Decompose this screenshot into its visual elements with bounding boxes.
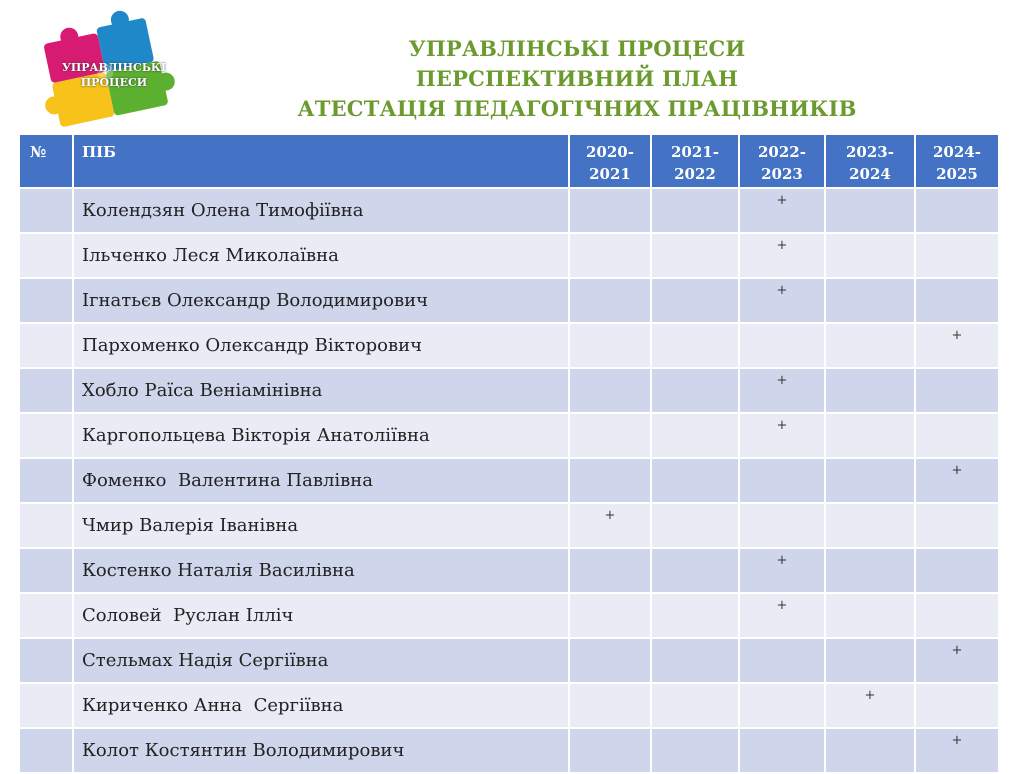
mark-2021-2022 — [651, 503, 739, 548]
row-name: Пархоменко Олександр Вікторович — [73, 323, 569, 368]
mark-2023-2024: + — [825, 683, 915, 728]
table-row — [19, 548, 999, 593]
row-number — [19, 638, 73, 683]
mark-2024-2025 — [915, 593, 999, 638]
mark-2022-2023: + — [739, 188, 825, 233]
mark-2023-2024 — [825, 593, 915, 638]
mark-2021-2022 — [651, 323, 739, 368]
table-row — [19, 728, 999, 773]
mark-2021-2022 — [651, 188, 739, 233]
row-name: Соловей Руслан Ілліч — [73, 593, 569, 638]
table-row — [19, 368, 999, 413]
title-line-1: УПРАВЛІНСЬКІ ПРОЦЕСИ — [408, 36, 746, 61]
mark-2023-2024 — [825, 728, 915, 773]
attestation-table — [18, 133, 1000, 774]
logo-line-1: УПРАВЛІНСЬКІ — [61, 61, 167, 74]
mark-2023-2024 — [825, 233, 915, 278]
mark-2023-2024 — [825, 368, 915, 413]
header-year-2021-b: 2022 — [674, 165, 716, 183]
title-line-2: ПЕРСПЕКТИВНИЙ ПЛАН — [415, 66, 739, 91]
table-row — [19, 233, 999, 278]
header-year-2023-b: 2024 — [849, 165, 891, 183]
mark-2022-2023 — [739, 728, 825, 773]
mark-2024-2025: + — [915, 458, 999, 503]
table-row — [19, 278, 999, 323]
mark-2024-2025 — [915, 503, 999, 548]
mark-2020-2021 — [569, 638, 651, 683]
page-title — [160, 34, 994, 124]
header-year-2021-a: 2021- — [671, 143, 719, 161]
row-name: Костенко Наталія Василівна — [73, 548, 569, 593]
mark-2020-2021 — [569, 728, 651, 773]
row-number — [19, 413, 73, 458]
table-row — [19, 683, 999, 728]
mark-2023-2024 — [825, 548, 915, 593]
mark-2021-2022 — [651, 278, 739, 323]
table-row — [19, 638, 999, 683]
header-year-2022-a: 2022- — [758, 143, 806, 161]
mark-2024-2025 — [915, 233, 999, 278]
row-number — [19, 548, 73, 593]
header-year-2024 — [915, 134, 999, 188]
mark-2024-2025: + — [915, 728, 999, 773]
mark-2021-2022 — [651, 728, 739, 773]
mark-2023-2024 — [825, 323, 915, 368]
logo-line-2: ПРОЦЕСИ — [80, 76, 148, 89]
table-row — [19, 188, 999, 233]
mark-2020-2021 — [569, 278, 651, 323]
mark-2024-2025: + — [915, 323, 999, 368]
mark-2022-2023: + — [739, 413, 825, 458]
mark-2021-2022 — [651, 368, 739, 413]
row-number — [19, 188, 73, 233]
mark-2021-2022 — [651, 233, 739, 278]
table-row — [19, 503, 999, 548]
mark-2024-2025 — [915, 368, 999, 413]
row-number — [19, 458, 73, 503]
row-number — [19, 593, 73, 638]
mark-2022-2023 — [739, 458, 825, 503]
row-number — [19, 368, 73, 413]
header-year-2022 — [739, 134, 825, 188]
row-name: Колот Костянтин Володимирович — [73, 728, 569, 773]
mark-2020-2021 — [569, 593, 651, 638]
row-name: Кириченко Анна Сергіївна — [73, 683, 569, 728]
mark-2023-2024 — [825, 458, 915, 503]
table-row — [19, 458, 999, 503]
row-name: Фоменко Валентина Павлівна — [73, 458, 569, 503]
mark-2023-2024 — [825, 413, 915, 458]
mark-2022-2023 — [739, 683, 825, 728]
mark-2021-2022 — [651, 638, 739, 683]
mark-2022-2023: + — [739, 278, 825, 323]
row-number — [19, 728, 73, 773]
mark-2023-2024 — [825, 278, 915, 323]
header-year-2024-a: 2024- — [933, 143, 981, 161]
mark-2020-2021 — [569, 458, 651, 503]
mark-2024-2025 — [915, 188, 999, 233]
mark-2021-2022 — [651, 458, 739, 503]
mark-2021-2022 — [651, 548, 739, 593]
mark-2023-2024 — [825, 503, 915, 548]
mark-2022-2023 — [739, 503, 825, 548]
row-number — [19, 278, 73, 323]
mark-2020-2021 — [569, 548, 651, 593]
table-row — [19, 593, 999, 638]
mark-2024-2025 — [915, 278, 999, 323]
row-name: Ільченко Леся Миколаївна — [73, 233, 569, 278]
mark-2021-2022 — [651, 413, 739, 458]
mark-2022-2023: + — [739, 548, 825, 593]
header-year-2022-b: 2023 — [761, 165, 803, 183]
mark-2020-2021 — [569, 188, 651, 233]
row-name: Стельмах Надія Сергіївна — [73, 638, 569, 683]
header-year-2021 — [651, 134, 739, 188]
mark-2020-2021 — [569, 683, 651, 728]
header-year-2020-b: 2021 — [589, 165, 631, 183]
mark-2021-2022 — [651, 593, 739, 638]
header-year-2023-a: 2023- — [846, 143, 894, 161]
row-name: Хобло Раїса Веніамінівна — [73, 368, 569, 413]
header-year-2020 — [569, 134, 651, 188]
mark-2020-2021 — [569, 413, 651, 458]
mark-2022-2023: + — [739, 593, 825, 638]
header-year-2023 — [825, 134, 915, 188]
row-number — [19, 503, 73, 548]
header-number: № — [19, 134, 73, 188]
mark-2024-2025 — [915, 548, 999, 593]
mark-2022-2023 — [739, 323, 825, 368]
row-name: Колендзян Олена Тимофіївна — [73, 188, 569, 233]
table-header-row — [19, 134, 999, 188]
row-name: Каргопольцева Вікторія Анатоліївна — [73, 413, 569, 458]
row-number — [19, 233, 73, 278]
title-line-3: АТЕСТАЦІЯ ПЕДАГОГІЧНИХ ПРАЦІВНИКІВ — [297, 96, 857, 121]
row-number — [19, 683, 73, 728]
mark-2020-2021 — [569, 323, 651, 368]
row-name: Ігнатьєв Олександр Володимирович — [73, 278, 569, 323]
table-row — [19, 323, 999, 368]
header-year-2024-b: 2025 — [936, 165, 978, 183]
mark-2022-2023: + — [739, 368, 825, 413]
mark-2021-2022 — [651, 683, 739, 728]
mark-2022-2023: + — [739, 233, 825, 278]
mark-2023-2024 — [825, 638, 915, 683]
header-year-2020-a: 2020- — [586, 143, 634, 161]
table-row — [19, 413, 999, 458]
mark-2024-2025: + — [915, 638, 999, 683]
mark-2022-2023 — [739, 638, 825, 683]
row-number — [19, 323, 73, 368]
header-name: ПІБ — [73, 134, 569, 188]
mark-2024-2025 — [915, 683, 999, 728]
mark-2024-2025 — [915, 413, 999, 458]
row-name: Чмир Валерія Іванівна — [73, 503, 569, 548]
mark-2023-2024 — [825, 188, 915, 233]
mark-2020-2021 — [569, 233, 651, 278]
mark-2020-2021: + — [569, 503, 651, 548]
mark-2020-2021 — [569, 368, 651, 413]
